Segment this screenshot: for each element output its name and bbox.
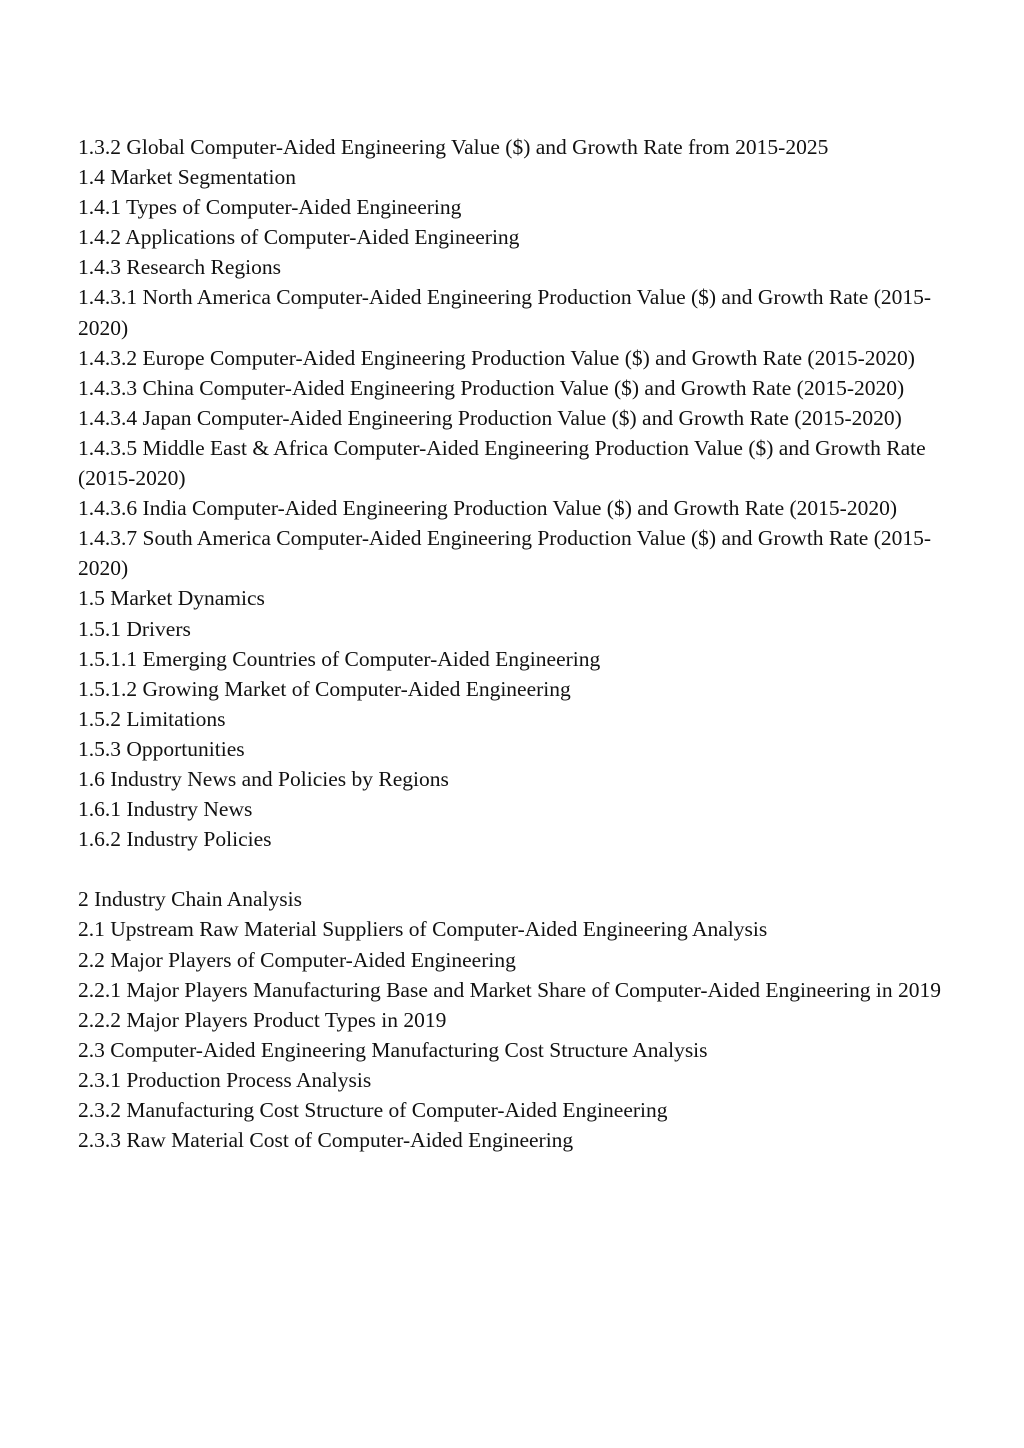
toc-entry-2-2: 2.2 Major Players of Computer-Aided Engineering — [78, 947, 516, 972]
toc-entry-1-3-2: 1.3.2 Global Computer-Aided Engineering Value ($) and Growth Rate from 2015-2025 — [78, 135, 829, 159]
toc-entry-1-4-2: 1.4.2 Applications of Computer-Aided Engineering — [78, 225, 520, 250]
toc-entry-2: 2 Industry Chain Analysis — [78, 887, 302, 912]
toc-entry-1-4-1: 1.4.1 Types of Computer-Aided Engineering — [78, 195, 462, 220]
toc-entry-2-2-2: 2.2.2 Major Players Product Types in 2019 — [78, 1007, 447, 1032]
toc-entry-1-6: 1.6 Industry News and Policies by Regions — [78, 766, 449, 791]
toc-entry-1-6-1: 1.6.1 Industry News — [78, 797, 253, 822]
toc-entry-2-3-1: 2.3.1 Production Process Analysis — [78, 1067, 372, 1092]
toc-entry-1-4-3-5: 1.4.3.5 Middle East & Africa Computer-Aided Engineering Production Value ($) and Growth Rate (2015-2020) — [78, 435, 926, 491]
toc-entry-2-3-2: 2.3.2 Manufacturing Cost Structure of Computer-Aided Engineering — [78, 1098, 668, 1122]
toc-entry-1-4-3-4: 1.4.3.4 Japan Computer-Aided Engineering Production Value ($) and Growth Rate (2015-2020) — [78, 405, 902, 430]
toc-entry-1-4-3-6: 1.4.3.6 India Computer-Aided Engineering Production Value ($) and Growth Rate (2015-2020) — [78, 496, 897, 521]
toc-entry-2-1: 2.1 Upstream Raw Material Suppliers of Computer-Aided Engineering Analysis — [78, 917, 768, 942]
toc-entry-2-3-3: 2.3.3 Raw Material Cost of Computer-Aided Engineering — [78, 1128, 574, 1153]
toc-entry-2-3: 2.3 Computer-Aided Engineering Manufacturing Cost Structure Analysis — [78, 1037, 708, 1062]
toc-entry-1-4-3-1: 1.4.3.1 North America Computer-Aided Engineering Production Value ($) and Growth Rate (2015-2020) — [78, 285, 932, 340]
toc-entry-2-2-1: 2.2.1 Major Players Manufacturing Base and Market Share of Computer-Aided Engineering in 2019 — [78, 977, 941, 1002]
toc-entry-1-4-3-2: 1.4.3.2 Europe Computer-Aided Engineering Production Value ($) and Growth Rate (2015-2020) — [78, 345, 915, 370]
toc-entry-1-4-3-3: 1.4.3.3 China Computer-Aided Engineering Production Value ($) and Growth Rate (2015-2020) — [78, 375, 905, 400]
toc-entry-1-6-2: 1.6.2 Industry Policies — [78, 827, 272, 852]
toc-entry-1-5-3: 1.5.3 Opportunities — [78, 736, 245, 761]
toc-entry-1-4-3-7: 1.4.3.7 South America Computer-Aided Engineering Production Value ($) and Growth Rate (2015-2020) — [78, 526, 932, 581]
toc-entry-1-5-1: 1.5.1 Drivers — [78, 616, 191, 641]
toc-entry-1-5-2: 1.5.2 Limitations — [78, 706, 226, 731]
toc-entry-1-4: 1.4 Market Segmentation — [78, 165, 296, 190]
toc-entry-1-5-1-1: 1.5.1.1 Emerging Countries of Computer-Aided Engineering — [78, 646, 601, 671]
document-page — [78, 132, 948, 1155]
toc-entry-1-5-1-2: 1.5.1.2 Growing Market of Computer-Aided Engineering — [78, 676, 571, 701]
toc-entry-1-5: 1.5 Market Dynamics — [78, 586, 265, 611]
toc-entry-1-4-3: 1.4.3 Research Regions — [78, 255, 282, 280]
section-gap — [78, 854, 948, 884]
